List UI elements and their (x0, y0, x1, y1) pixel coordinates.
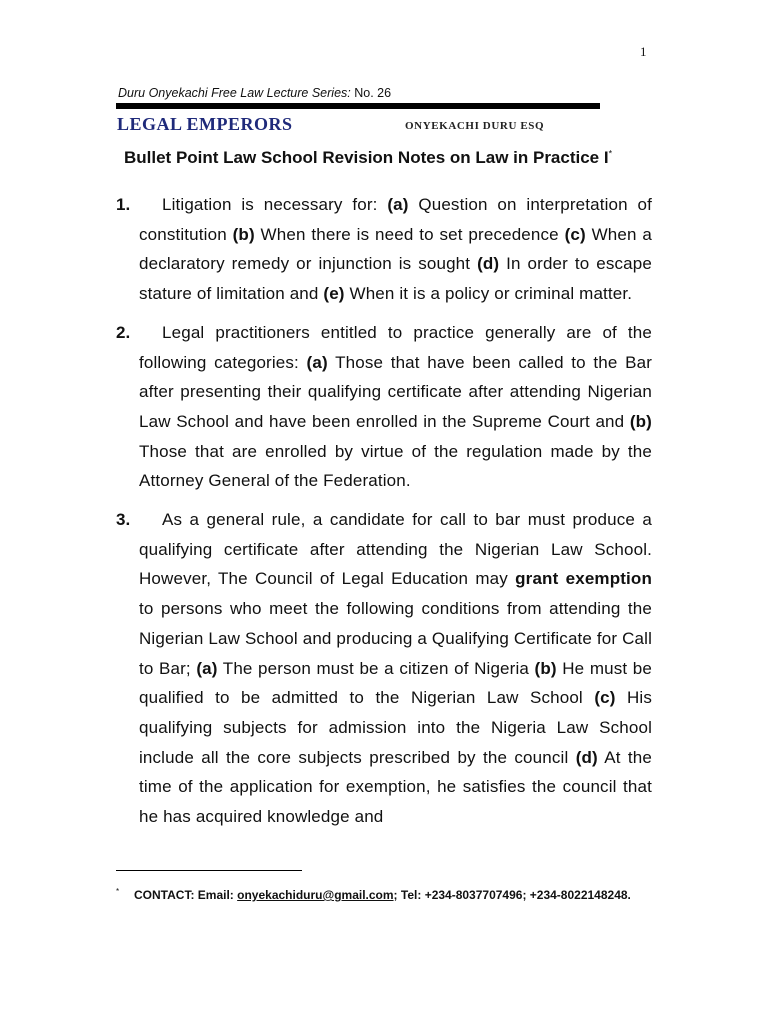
email-label: Email: (197, 888, 234, 902)
body-text: At the time of the application for exemption, he satisfies the council that he has acquired knowledge and (139, 747, 652, 827)
body-text: Legal practitioners entitled to practice generally are of the following categories: (139, 322, 652, 372)
emphasis-text: (a) (196, 658, 218, 678)
list-item-number: 1. (116, 195, 131, 214)
emphasis-text: (a) (387, 195, 409, 214)
list-item-number: 3. (116, 510, 131, 530)
body-text: As a general rule, a candidate for call to bar must produce a qualifying certificate after attending the Nigerian Law School. However, The Council of Legal Education may (139, 510, 652, 589)
body-text: When it is a policy or criminal matter. (344, 284, 633, 304)
series-number: No. 26 (354, 86, 392, 100)
list-item-text (139, 505, 652, 832)
series-label: Duru Onyekachi Free Law Lecture Series (118, 86, 348, 100)
emphasis-text: (c) (594, 688, 616, 708)
emphasis-text: (a) (306, 352, 328, 372)
body-text: Question on interpretation of constitution (139, 195, 652, 244)
footnote (116, 885, 652, 906)
emphasis-text: (e) (323, 284, 345, 304)
body-text: His qualifying subjects for admission into the Nigeria Law School include all the core subjects prescribed by the council (139, 688, 652, 767)
brand-name: LEGAL EMPERORS (117, 114, 293, 134)
body-text: He must be qualified to be admitted to the Nigerian Law School (139, 658, 652, 708)
body-text: When a declaratory remedy or injunction is sought (139, 224, 652, 274)
emphasis-text: (b) (534, 658, 557, 678)
email-separator: ; (393, 888, 398, 902)
tel-label: Tel: (400, 888, 422, 902)
list-item (116, 318, 652, 496)
emphasis-text: grant exemption (515, 569, 652, 589)
phone-numbers: +234-8037707496; +234-8022148248. (424, 888, 631, 902)
email-link[interactable]: onyekachiduru@gmail.com (237, 888, 394, 902)
series-colon: : (347, 86, 355, 100)
body-text: The person must be a citizen of Nigeria (217, 658, 535, 678)
contact-label: CONTACT: (134, 888, 195, 902)
emphasis-text: (c) (564, 224, 586, 244)
document-title (124, 148, 612, 168)
body-text: Litigation is necessary for: (162, 195, 388, 214)
body-text: Those that have been called to the Bar after presenting their qualifying certificate after attending Nigerian Law School and have been enrolled in the Supreme Court and (139, 352, 653, 431)
emphasis-text: (d) (477, 254, 500, 274)
emphasis-text: (b) (232, 224, 255, 244)
author-name: ONYEKACHI DURU ESQ (405, 120, 545, 132)
list-item-text (139, 318, 652, 496)
page-number: 1 (640, 44, 647, 59)
list-item-text (139, 190, 652, 309)
list-item (116, 190, 652, 309)
footnote-separator (116, 870, 302, 871)
list-item (116, 505, 652, 832)
body-text: to persons who meet the following conditions from attending the Nigerian Law School and producing a Qualifying Certificate for Call to Bar; (139, 599, 652, 678)
emphasis-text: (d) (575, 747, 598, 767)
document-title-text: Bullet Point Law School Revision Notes on Law in Practice I (124, 148, 609, 167)
title-footnote-mark: * (608, 148, 613, 159)
header-rule (116, 103, 600, 109)
body-text: When there is need to set precedence (254, 224, 565, 244)
series-heading (118, 86, 391, 100)
body-text: Those that are enrolled by virtue of the regulation made by the Attorney General of the Federation. (139, 441, 652, 491)
footnote-mark: * (116, 887, 120, 896)
emphasis-text: (b) (629, 411, 652, 431)
numbered-list (116, 190, 652, 841)
list-item-number: 2. (116, 322, 131, 342)
footnote-body (127, 885, 652, 906)
body-text: In order to escape stature of limitation and (139, 254, 652, 304)
